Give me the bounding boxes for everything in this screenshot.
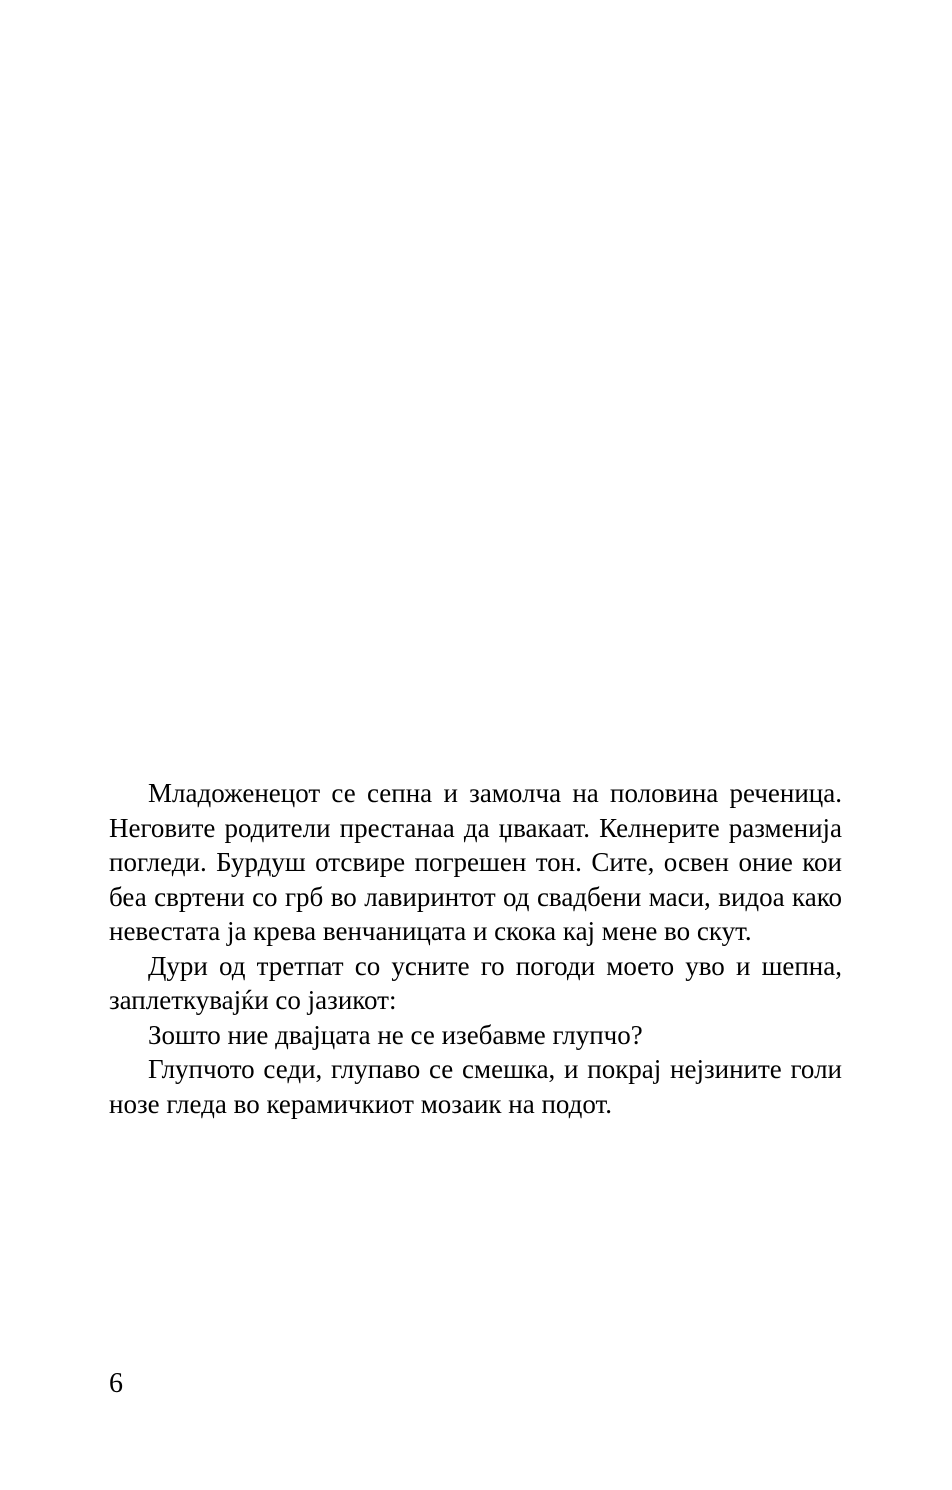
body-text	[109, 776, 842, 1121]
paragraph-1: Младоженецот се сепна и замолча на половина реченица. Неговите родители престанаа да џвакаат. Келнерите разменија погледи. Бурдуш отсвире погрешен тон. Сите, освен оние кои беа свртени со грб во лавиринтот од свадбени маси, видоа како невестата ја крева венчаницата и скока кај мене во скут.	[109, 778, 842, 946]
paragraph-2: Дури од третпат со усните го погоди моето уво и шепна, заплеткувајќи со јазикот:	[109, 950, 842, 1015]
page-number: 6	[109, 1368, 123, 1399]
paragraph-4: Глупчото седи, глупаво се смешка, и покрај нејзините голи нозе гледа во керамичкиот мозаик на подот.	[109, 1054, 842, 1119]
paragraph-3-dialogue: Зошто ние двајцата не се изебавме глупчо?	[148, 1019, 643, 1050]
